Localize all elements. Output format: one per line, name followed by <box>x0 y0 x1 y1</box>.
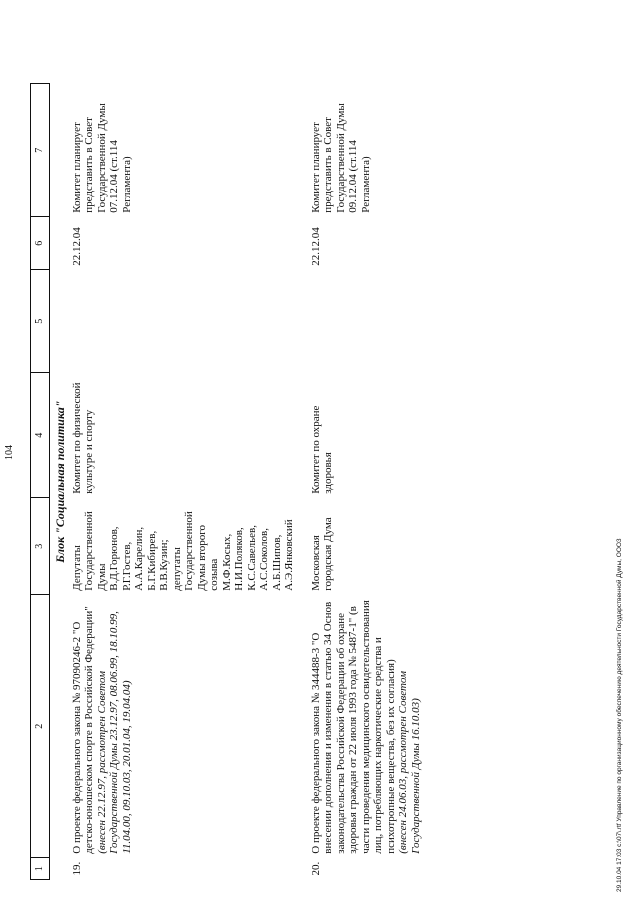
column-header-2: 2 <box>31 595 50 858</box>
table-row <box>296 84 423 880</box>
page-number: 104 <box>4 445 15 460</box>
column-header-7: 7 <box>31 84 50 217</box>
row-number: 20. <box>309 861 322 876</box>
column-5-cell <box>296 270 423 373</box>
page-footer: 29.10.04 17:03 c:\07\.rtf Управление по организационному обеспечению деятельности Государственной Думы, ООО3 <box>616 538 623 892</box>
date-cell: 22.12.04 <box>309 227 322 266</box>
committee-cell: Комитет по охране здоровья <box>309 405 334 494</box>
initiator-cell: Депутаты Государственной Думы В.Д.Горюнов, Р.Г.Гостев, А.А.Карелин, Б.Г.Кибирев, В.В.Кузин; депутаты Государственной Думы второго созыва М.Ф.Косых, Н.И.Поляков, К.С.Савельев, А.С.Соколов, А.Б.Шипов, А.Э.Янковский <box>70 511 295 591</box>
date-cell: 22.12.04 <box>70 227 83 266</box>
bill-cell <box>296 595 423 858</box>
bill-note: (внесен 22.12.97, рассмотрен Советом Государственной Думы 23.12.97, 08.06.99, 18.10.99, 11.04.00, 09.10.03, 20.01.04, 19.04.04) <box>95 611 133 854</box>
row-number: 19. <box>70 861 83 876</box>
column-header-6: 6 <box>31 217 50 270</box>
header-row <box>31 84 50 880</box>
block-title: Блок "Социальная политика" <box>53 400 67 563</box>
table-row <box>67 84 296 880</box>
bill-title: О проекте федерального закона № 344488-3 "О внесении дополнения и изменения в статью 34 Основ законодательства Российской Федерации об охране здоровья граждан от 22 июля 1993 года № 5487-1" (в части проведения медицинского освидетельствования лиц, потребляющих наркотические средства и психотропные вещества, без их согласия) <box>309 600 397 854</box>
column-header-5: 5 <box>31 270 50 373</box>
legislation-table <box>30 83 422 880</box>
committee-cell: Комитет по физической культуре и спорту <box>70 382 95 494</box>
bill-cell <box>67 595 296 858</box>
remark-cell: Комитет планирует представить в Совет Государственной Думы 09.12.04 (ст.114 Регламента) <box>309 103 372 213</box>
column-header-4: 4 <box>31 373 50 498</box>
block-title-row <box>50 84 67 880</box>
bill-title: О проекте федерального закона № 97090246-2 "О детско-юношеском спорте в Российской Федерации" <box>70 606 95 854</box>
column-header-3: 3 <box>31 498 50 595</box>
initiator-cell: Московская городская Дума <box>309 517 334 591</box>
column-header-1: 1 <box>31 858 50 880</box>
bill-note: (внесен 24.06.03, рассмотрен Советом Государственной Думы 16.10.03) <box>397 671 422 854</box>
column-5-cell <box>67 270 296 373</box>
remark-cell: Комитет планирует представить в Совет Государственной Думы 07.12.04 (ст.114 Регламента) <box>70 103 133 213</box>
